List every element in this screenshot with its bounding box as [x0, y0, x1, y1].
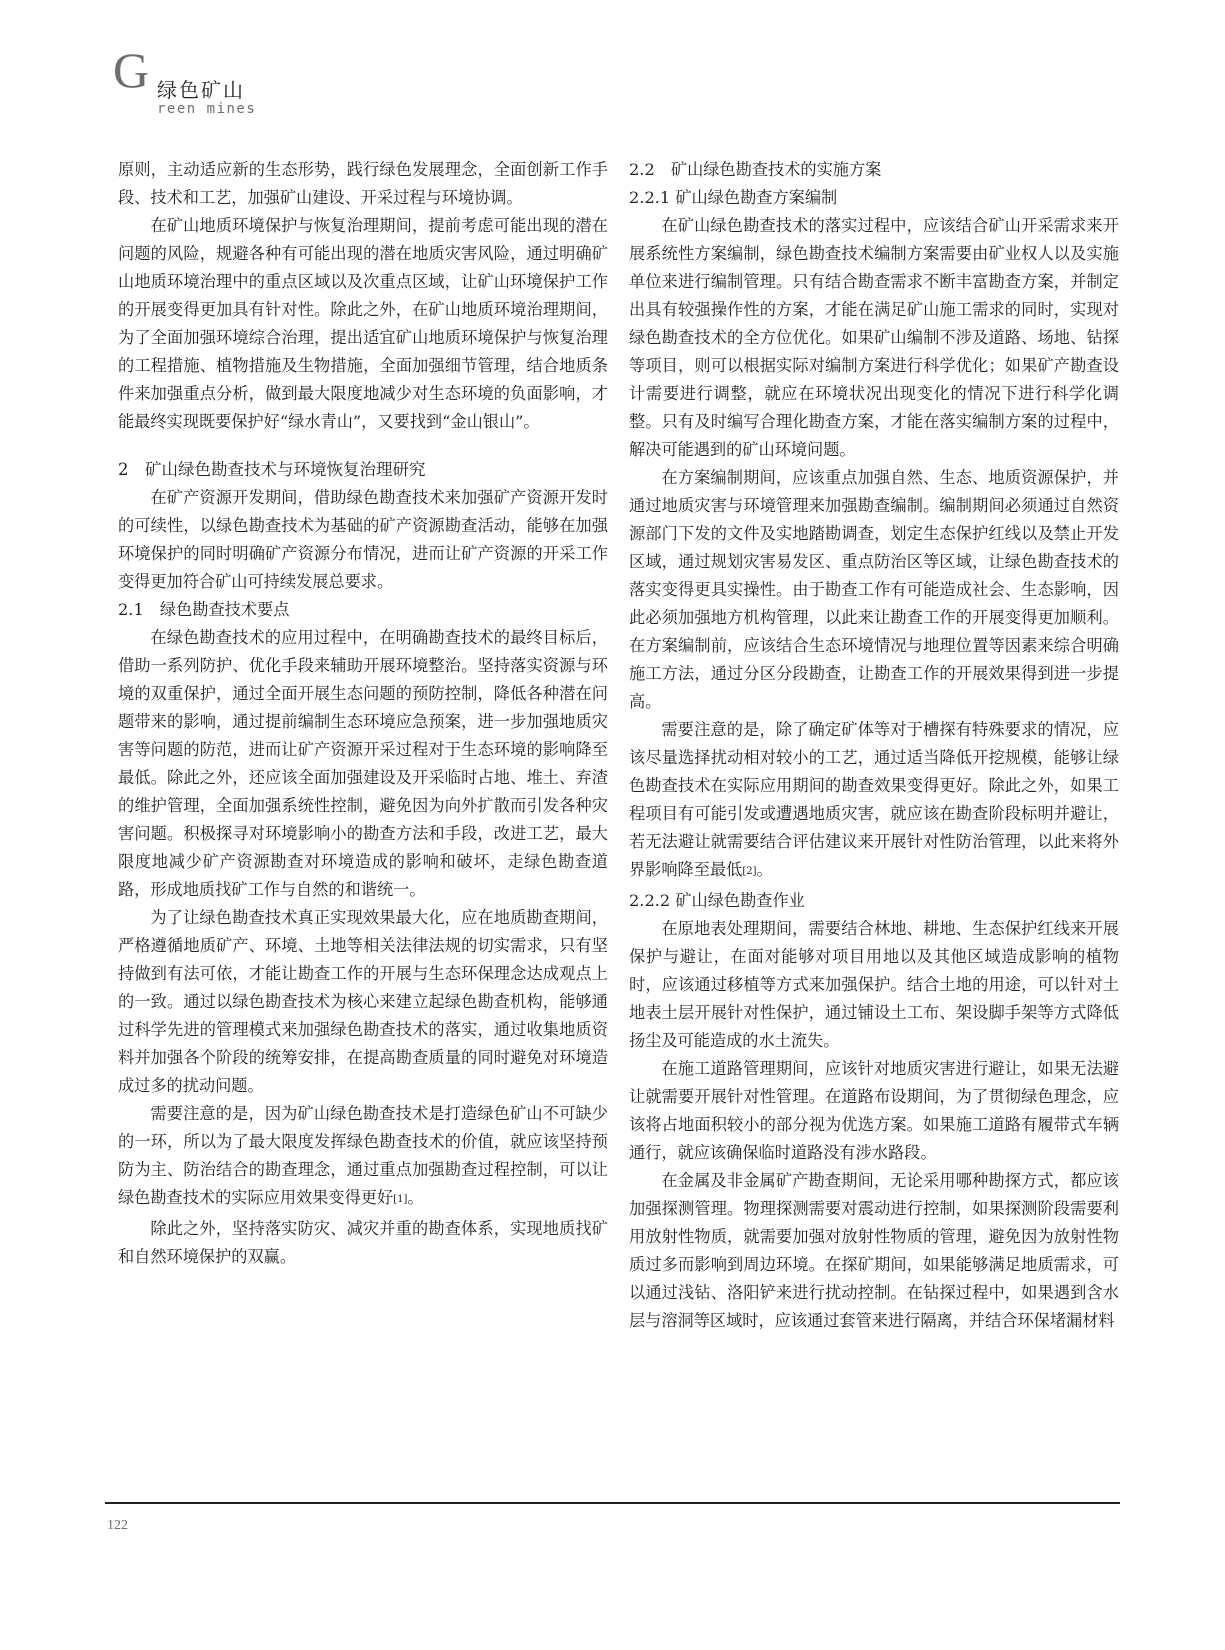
paragraph-text: 2 矿山绿色勘查技术与环境恢复治理研究 [118, 460, 426, 479]
paragraph-text: 在施工道路管理期间，应该针对地质灾害进行避让，如果无法避让就需要开展针对性管理。在道路布设期间，为了贯彻绿色理念，应该将占地面积较小的部分视为优选方案。如果施工道路有履带式车辆通行，就应该确保临时道路没有涉水路段。 [629, 1059, 1119, 1162]
subsection-heading [118, 596, 608, 624]
left-column [118, 156, 608, 1271]
section-heading [118, 456, 608, 484]
paragraph-text: 在矿山地质环境保护与恢复治理期间，提前考虑可能出现的潜在问题的风险，规避各种有可能出现的潜在地质灾害风险，通过明确矿山地质环境治理中的重点区域以及次重点区域，让矿山环境保护工作的开展变得更加具有针对性。除此之外，在矿山地质环境治理期间，为了全面加强环境综合治理，提出适宜矿山地质环境保护与恢复治理的工程措施、植物措施及生物措施，全面加强细节管理，结合地质条件来加强重点分析，做到最大限度地减少对生态环境的负面影响，才能最终实现既要保护好“绿水青山”，又要找到“金山银山”。 [118, 216, 608, 431]
right-column [629, 156, 1119, 1335]
journal-header [113, 44, 413, 124]
citation-ref: [1] [393, 1194, 408, 1205]
paragraph-text: 在方案编制期间，应该重点加强自然、生态、地质资源保护，并通过地质灾害与环境管理来加强勘查编制。编制期间必须通过自然资源部门下发的文件及实地踏勘调查，划定生态保护红线以及禁止开发区域，通过规划灾害易发区、重点防治区等区域，让绿色勘查技术的落实变得更具实操性。由于勘查工作有可能造成社会、生态影响，因此必须加强地方机构管理，以此来让勘查工作的开展变得更加顺利。在方案编制前，应该结合生态环境情况与地理位置等因素来综合明确施工方法，通过分区分段勘查，让勘查工作的开展效果得到进一步提高。 [629, 468, 1119, 711]
body-paragraph [629, 212, 1119, 464]
subsection-heading [629, 156, 1119, 184]
subsection-heading [629, 184, 1119, 212]
body-paragraph [118, 212, 608, 436]
subsection-heading [629, 887, 1119, 915]
paragraph-text: 除此之外，坚持落实防灾、减灾并重的勘查体系，实现地质找矿和自然环境保护的双赢。 [118, 1219, 608, 1266]
body-paragraph [118, 624, 608, 904]
section-gap [118, 436, 608, 456]
paragraph-text: 2.2 矿山绿色勘查技术的实施方案 [629, 160, 882, 179]
body-paragraph [118, 1215, 608, 1271]
body-paragraph [118, 484, 608, 596]
paragraph-text: 在矿产资源开发期间，借助绿色勘查技术来加强矿产资源开发时的可续性，以绿色勘查技术为基础的矿产资源勘查活动，能够在加强环境保护的同时明确矿产资源分布情况，进而让矿产资源的开采工作变得更加符合矿山可持续发展总要求。 [118, 488, 608, 591]
journal-title-cn: 绿色矿山 [157, 78, 245, 102]
body-paragraph [118, 1100, 608, 1215]
paragraph-text: 2.2.1 矿山绿色勘查方案编制 [629, 188, 838, 207]
paragraph-text: 2.2.2 矿山绿色勘查作业 [629, 891, 805, 910]
paragraph-text: 2.1 绿色勘查技术要点 [118, 600, 290, 619]
paragraph-text: 在矿山绿色勘查技术的落实过程中，应该结合矿山开采需求来开展系统性方案编制，绿色勘查技术编制方案需要由矿业权人以及实施单位来进行编制管理。只有结合勘查需求不断丰富勘查方案，并制定出具有较强操作性的方案，才能在满足矿山施工需求的同时，实现对绿色勘查技术的全方位优化。如果矿山编制不涉及道路、场地、钻探等项目，则可以根据实际对编制方案进行科学优化；如果矿产勘查设计需要进行调整，就应在环境状况出现变化的情况下进行科学化调整。只有及时编写合理化勘查方案，才能在落实编制方案的过程中，解决可能遇到的矿山环境问题。 [629, 216, 1119, 459]
body-paragraph [118, 904, 608, 1100]
body-paragraph [629, 915, 1119, 1055]
page-number: 122 [107, 1518, 128, 1533]
paragraph-tail: 。 [756, 860, 773, 879]
body-paragraph [629, 1055, 1119, 1167]
paragraph-text: 需要注意的是，因为矿山绿色勘查技术是打造绿色矿山不可缺少的一环，所以为了最大限度发挥绿色勘查技术的价值，就应该坚持预防为主、防治结合的勘查理念，通过重点加强勘查过程控制，可以让绿色勘查技术的实际应用效果变得更好 [118, 1104, 608, 1207]
body-paragraph [629, 1167, 1119, 1335]
paragraph-text: 原则，主动适应新的生态形势，践行绿色发展理念，全面创新工作手段、技术和工艺，加强矿山建设、开采过程与环境协调。 [118, 160, 608, 207]
paragraph-text: 需要注意的是，除了确定矿体等对于槽探有特殊要求的情况，应该尽量选择扰动相对较小的工艺，通过适当降低开挖规模，能够让绿色勘查技术在实际应用期间的勘查效果变得更好。除此之外，如果工程项目有可能引发或遭遇地质灾害，就应该在勘查阶段标明并避让，若无法避让就需要结合评估建议来开展针对性防治管理，以此来将外界影响降至最低 [629, 720, 1119, 879]
body-paragraph [118, 156, 608, 212]
citation-ref: [2] [742, 866, 757, 877]
body-paragraph [629, 464, 1119, 716]
paragraph-tail: 。 [407, 1188, 424, 1207]
paragraph-text: 为了让绿色勘查技术真正实现效果最大化，应在地质勘查期间，严格遵循地质矿产、环境、土地等相关法律法规的切实需求，只有坚持做到有法可依，才能让勘查工作的开展与生态环保理念达成观点上的一致。通过以绿色勘查技术为核心来建立起绿色勘查机构，能够通过科学先进的管理模式来加强绿色勘查技术的落实，通过收集地质资料并加强各个阶段的统筹安排，在提高勘查质量的同时避免对环境造成过多的扰动问题。 [118, 908, 608, 1095]
paragraph-text: 在金属及非金属矿产勘查期间，无论采用哪种勘探方式，都应该加强探测管理。物理探测需要对震动进行控制，如果探测阶段需要利用放射性物质，就需要加强对放射性物质的管理，避免因为放射性物质过多而影响到周边环境。在探矿期间，如果能够满足地质需求，可以通过浅钻、洛阳铲来进行扰动控制。在钻探过程中，如果遇到含水层与溶洞等区域时，应该通过套管来进行隔离，并结合环保堵漏材料 [629, 1171, 1119, 1330]
paragraph-text: 在原地表处理期间，需要结合林地、耕地、生态保护红线来开展保护与避让，在面对能够对项目用地以及其他区域造成影响的植物时，应该通过移植等方式来加强保护。结合土地的用途，可以针对土地表土层开展针对性保护，通过铺设土工布、架设脚手架等方式降低扬尘及可能造成的水土流失。 [629, 919, 1119, 1050]
journal-title-en: reen mines [157, 101, 257, 117]
footer-divider [105, 1502, 1120, 1504]
paragraph-text: 在绿色勘查技术的应用过程中，在明确勘查技术的最终目标后，借助一系列防护、优化手段来辅助开展环境整治。坚持落实资源与环境的双重保护，通过全面开展生态问题的预防控制，降低各种潜在问题带来的影响，通过提前编制生态环境应急预案，进一步加强地质灾害等问题的防范，进而让矿产资源开采过程对于生态环境的影响降至最低。除此之外，还应该全面加强建设及开采临时占地、堆土、弃渣的维护管理，全面加强系统性控制，避免因为向外扩散而引发各种灾害问题。积极探寻对环境影响小的勘查方法和手段，改进工艺，最大限度地减少矿产资源勘查对环境造成的影响和破坏，走绿色勘查道路，形成地质找矿工作与自然的和谐统一。 [118, 628, 608, 899]
journal-initial-letter: G [113, 42, 150, 98]
body-paragraph [629, 716, 1119, 887]
